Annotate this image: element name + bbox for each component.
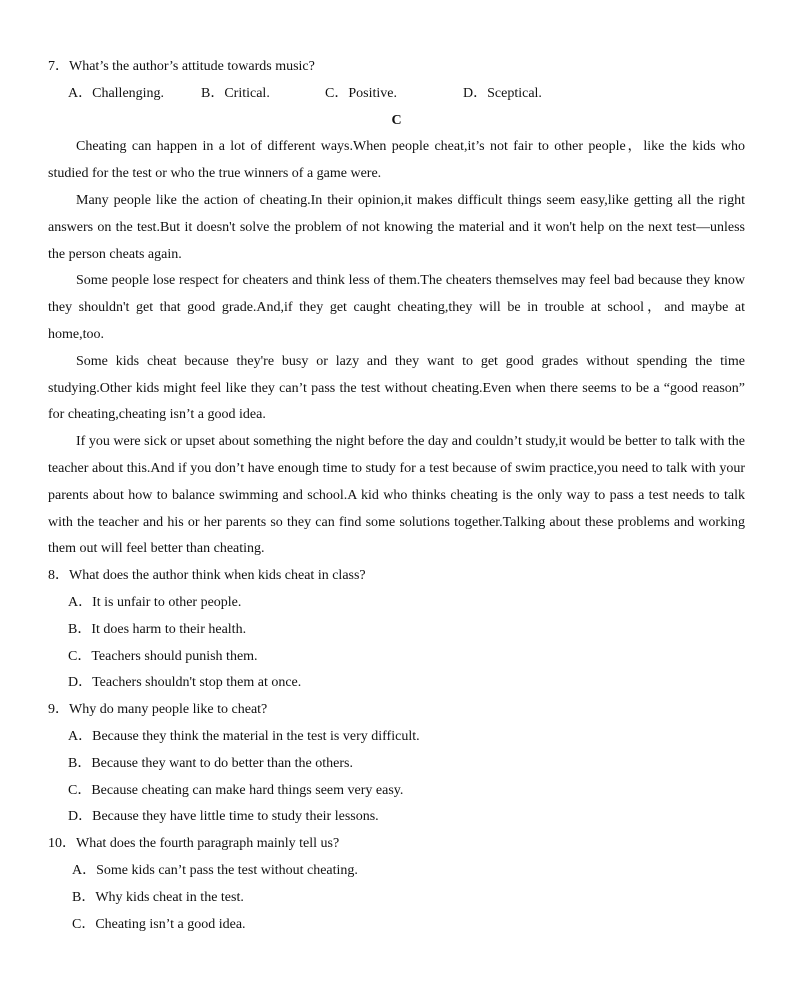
question-9-stem: 9．Why do many people like to cheat?	[48, 702, 268, 718]
question-9-option-c: C．Because cheating can make hard things seem very easy.	[68, 782, 404, 798]
question-10-stem: 10．What does the fourth paragraph mainly tell us?	[48, 836, 340, 852]
exam-page	[48, 54, 745, 938]
passage-paragraph-1: Cheating can happen in a lot of different ways.When people cheat,it’s not fair to other people，like the kids who studied for the test or who the true winners of a game were.	[48, 139, 745, 182]
question-9-option-d: D．Because they have little time to study their lessons.	[68, 809, 379, 825]
question-8-option-d: D．Teachers shouldn't stop them at once.	[68, 675, 302, 691]
question-8-stem: 8．What does the author think when kids cheat in class?	[48, 568, 366, 584]
question-8-option-c: C．Teachers should punish them.	[68, 648, 258, 664]
question-8-option-a: A．It is unfair to other people.	[68, 594, 242, 610]
question-7-option-d: D．Sceptical.	[463, 85, 542, 101]
question-10-option-c: C．Cheating isn’t a good idea.	[72, 916, 246, 932]
passage-paragraph-2: Many people like the action of cheating.In their opinion,it makes difficult things seem easy,like getting all the right answers on the test.But it doesn't solve the problem of not knowing the material and it won't help on the next test—unless the person cheats again.	[48, 192, 745, 262]
question-9-option-a: A．Because they think the material in the test is very difficult.	[68, 728, 420, 744]
question-7-options	[48, 81, 745, 108]
question-10-option-a: A．Some kids can’t pass the test without cheating.	[72, 862, 358, 878]
passage-paragraph-4: Some kids cheat because they're busy or lazy and they want to get good grades without spending the time studying.Other kids might feel like they can’t pass the test without cheating.Even when there seems to be a “good reason” for cheating,cheating isn’t a good idea.	[48, 353, 745, 423]
passage-paragraph-3: Some people lose respect for cheaters and think less of them.The cheaters themselves may feel bad because they know they shouldn't get that good grade.And,if they get caught cheating,they will be in trouble at school，and maybe at home,too.	[48, 273, 745, 342]
passage-heading: C	[391, 112, 402, 128]
question-9-option-b: B．Because they want to do better than the others.	[68, 755, 353, 771]
question-7-stem: 7．What’s the author’s attitude towards music?	[48, 59, 315, 74]
question-7-option-b: B．Critical.	[201, 85, 270, 101]
question-7-option-a: A．Challenging.	[68, 85, 165, 101]
question-7-option-c: C．Positive.	[325, 85, 397, 101]
passage-paragraph-5: If you were sick or upset about something the night before the day and couldn’t study,it would be better to talk with the teacher about this.And if you don’t have enough time to study for a test because of swim practice,you need to talk with your parents about how to balance swimming and school.A kid who thinks cheating is the only way to pass a test needs to talk with the teacher and his or her parents so they can find some solutions together.Talking about these problems and working them out will feel better than cheating.	[48, 434, 745, 557]
question-10-option-b: B．Why kids cheat in the test.	[72, 889, 244, 905]
question-8-option-b: B．It does harm to their health.	[68, 621, 247, 637]
